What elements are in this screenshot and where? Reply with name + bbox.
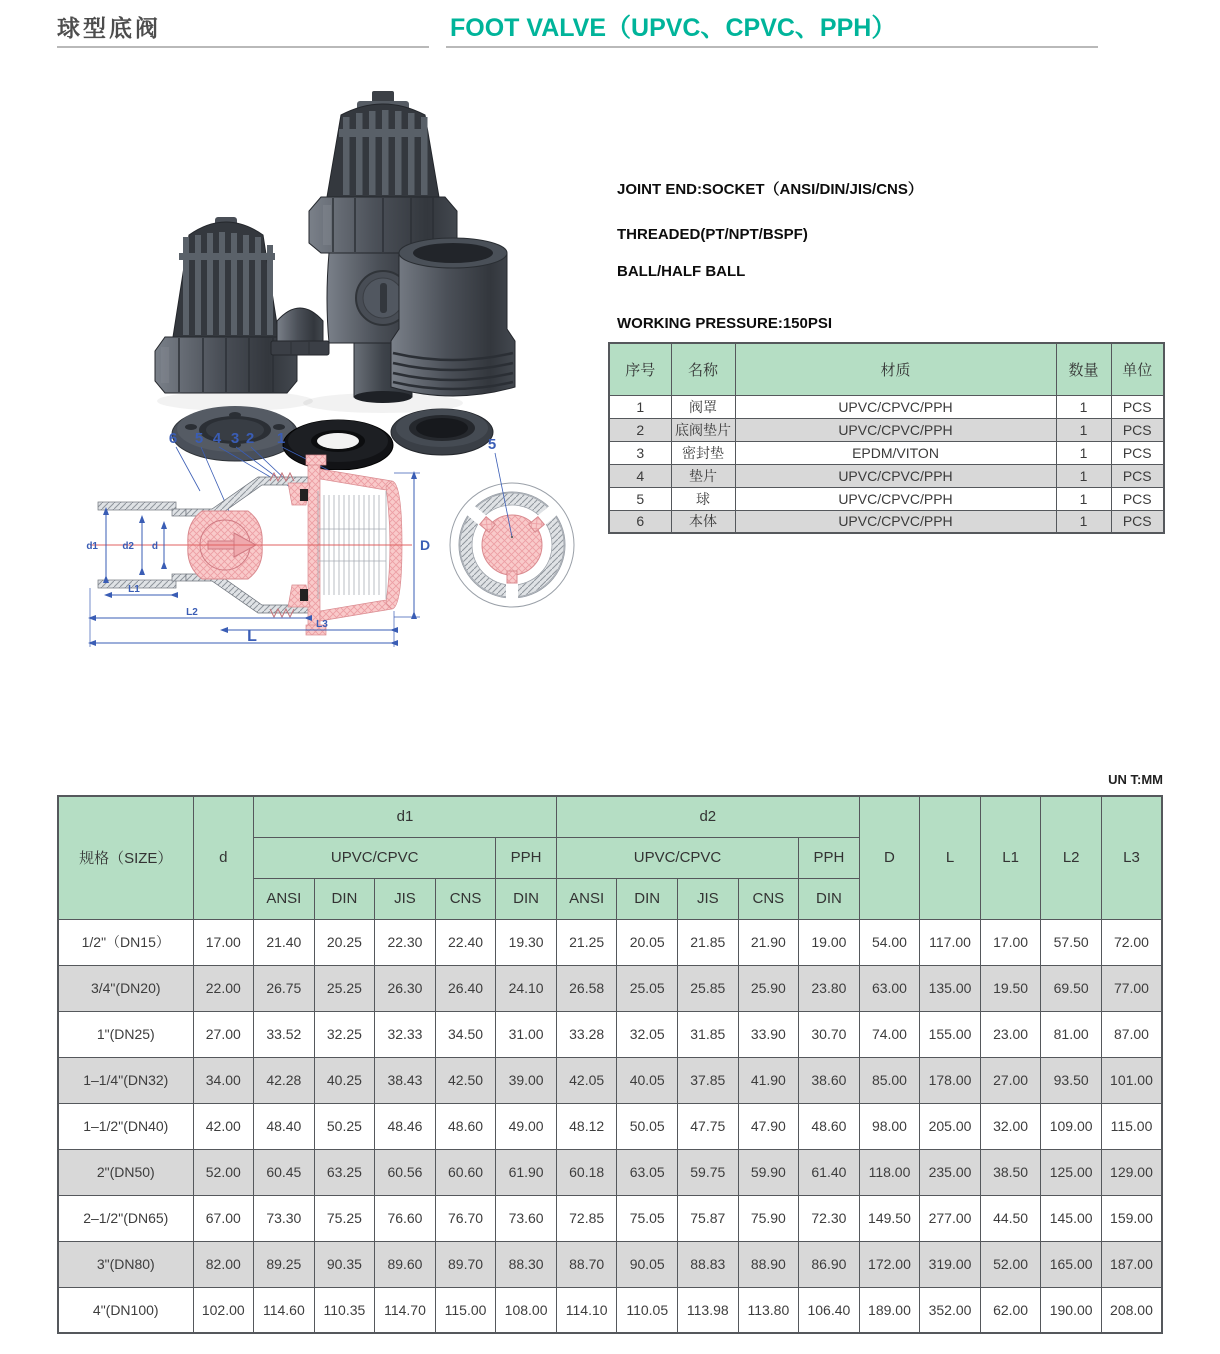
cell: 129.00: [1101, 1149, 1162, 1195]
cell: 60.45: [254, 1149, 315, 1195]
cell: 1: [609, 395, 671, 418]
cell: 117.00: [920, 919, 981, 965]
cell: 155.00: [920, 1011, 981, 1057]
cell: 4"(DN100): [58, 1287, 193, 1333]
end-view-label: 5: [487, 436, 497, 453]
product-photo-svg: [95, 85, 525, 470]
cell: 190.00: [1041, 1287, 1102, 1333]
cell: 189.00: [859, 1287, 920, 1333]
cell: 22.00: [193, 965, 254, 1011]
cell: 118.00: [859, 1149, 920, 1195]
cell: 319.00: [920, 1241, 981, 1287]
cell: 26.75: [254, 965, 315, 1011]
spec-lines: [617, 178, 1177, 338]
cell: 21.90: [738, 919, 799, 965]
cell: 50.05: [617, 1103, 678, 1149]
table-row: [609, 441, 1164, 464]
dim-table-body: [58, 919, 1162, 1333]
col-std: CNS: [738, 878, 799, 919]
cell: UPVC/CPVC/PPH: [735, 487, 1056, 510]
svg-text:d1: d1: [86, 541, 98, 552]
cell: 19.30: [496, 919, 557, 965]
cell: 30.70: [799, 1011, 860, 1057]
dimensions-table: [57, 795, 1163, 1334]
cell: EPDM/VITON: [735, 441, 1056, 464]
cell: 75.90: [738, 1195, 799, 1241]
cell: 48.40: [254, 1103, 315, 1149]
cell: 33.52: [254, 1011, 315, 1057]
cell: 90.35: [314, 1241, 375, 1287]
cell: 89.25: [254, 1241, 315, 1287]
cell: 115.00: [435, 1287, 496, 1333]
cell: 60.56: [375, 1149, 436, 1195]
cell: 1"(DN25): [58, 1011, 193, 1057]
cell: 34.00: [193, 1057, 254, 1103]
cell: 145.00: [1041, 1195, 1102, 1241]
cell: 42.05: [556, 1057, 617, 1103]
cell: 20.25: [314, 919, 375, 965]
col-std: DIN: [314, 878, 375, 919]
cell: 3: [609, 441, 671, 464]
header-divider-right: [446, 46, 1098, 48]
cell: 42.00: [193, 1103, 254, 1149]
cell: 88.70: [556, 1241, 617, 1287]
cell: 114.60: [254, 1287, 315, 1333]
cell: 34.50: [435, 1011, 496, 1057]
cell: 31.85: [678, 1011, 739, 1057]
cell: 67.00: [193, 1195, 254, 1241]
cell: 17.00: [980, 919, 1041, 965]
cell: 60.60: [435, 1149, 496, 1195]
page-title-english: FOOT VALVE（UPVC、CPVC、PPH）: [450, 14, 897, 42]
cell: 3/4"(DN20): [58, 965, 193, 1011]
cell: 114.10: [556, 1287, 617, 1333]
parts-table-header-row: [609, 343, 1164, 395]
svg-text:L3: L3: [316, 619, 328, 630]
cell: 63.05: [617, 1149, 678, 1195]
cell: 1/2"（DN15）: [58, 919, 193, 965]
cell: 48.46: [375, 1103, 436, 1149]
cell: 54.00: [859, 919, 920, 965]
valve-cap-photo: [271, 308, 329, 355]
cell: 22.30: [375, 919, 436, 965]
part-number-labels: [169, 430, 285, 447]
cell: 61.40: [799, 1149, 860, 1195]
cell: 63.00: [859, 965, 920, 1011]
part-number-label: 2: [245, 430, 255, 447]
cell: 20.05: [617, 919, 678, 965]
cell: 25.05: [617, 965, 678, 1011]
col-L1: L1: [980, 796, 1041, 919]
cell: PCS: [1111, 487, 1164, 510]
col-L3: L3: [1101, 796, 1162, 919]
cell: 52.00: [193, 1149, 254, 1195]
cell: 75.25: [314, 1195, 375, 1241]
cell: UPVC/CPVC/PPH: [735, 510, 1056, 533]
cell: PCS: [1111, 418, 1164, 441]
col-std: JIS: [375, 878, 436, 919]
cell: 165.00: [1041, 1241, 1102, 1287]
cell: 77.00: [1101, 965, 1162, 1011]
cell: 93.50: [1041, 1057, 1102, 1103]
cell: 74.00: [859, 1011, 920, 1057]
col-d: d: [193, 796, 254, 919]
cell: 88.83: [678, 1241, 739, 1287]
cell: 47.90: [738, 1103, 799, 1149]
col-d2-group: d2: [556, 796, 859, 837]
cell: 73.30: [254, 1195, 315, 1241]
table-row: [58, 1057, 1162, 1103]
cell: 44.50: [980, 1195, 1041, 1241]
cell: 33.28: [556, 1011, 617, 1057]
svg-text:D: D: [420, 537, 431, 553]
cell: 208.00: [1101, 1287, 1162, 1333]
table-row: [58, 1011, 1162, 1057]
header-divider-left: [57, 46, 429, 48]
cell: 26.58: [556, 965, 617, 1011]
cell: 42.50: [435, 1057, 496, 1103]
cell: 115.00: [1101, 1103, 1162, 1149]
part-number-label: 5: [194, 430, 204, 447]
cell: 76.60: [375, 1195, 436, 1241]
spec-threaded: THREADED(PT/NPT/BSPF): [617, 226, 808, 243]
col-std: CNS: [435, 878, 496, 919]
cell: 114.70: [375, 1287, 436, 1333]
col-std: DIN: [799, 878, 860, 919]
col-std: DIN: [617, 878, 678, 919]
cell: 38.43: [375, 1057, 436, 1103]
cell: 1: [1056, 510, 1111, 533]
dimension-diagram-svg: [60, 425, 600, 665]
cell: 本体: [671, 510, 735, 533]
cell: 球: [671, 487, 735, 510]
cell: 59.90: [738, 1149, 799, 1195]
cell: PCS: [1111, 510, 1164, 533]
cell: 85.00: [859, 1057, 920, 1103]
cell: 235.00: [920, 1149, 981, 1195]
page-title-chinese: 球型底阀: [57, 15, 161, 41]
spec-joint-end: JOINT END:SOCKET（ANSI/DIN/JIS/CNS）: [617, 181, 923, 198]
col-no: 序号: [609, 343, 671, 395]
cell: 38.60: [799, 1057, 860, 1103]
cell: 277.00: [920, 1195, 981, 1241]
cell: 73.60: [496, 1195, 557, 1241]
cell: 102.00: [193, 1287, 254, 1333]
cell: 69.50: [1041, 965, 1102, 1011]
dim-header-row-1: [58, 796, 1162, 837]
cell: 88.30: [496, 1241, 557, 1287]
col-d1-group: d1: [254, 796, 557, 837]
svg-text:L: L: [247, 628, 257, 645]
cell: 72.85: [556, 1195, 617, 1241]
cell: 27.00: [193, 1011, 254, 1057]
spec-ball: BALL/HALF BALL: [617, 263, 746, 280]
part-number-label: 4: [212, 430, 222, 447]
dimension-diagram: [60, 425, 600, 665]
svg-text:L1: L1: [128, 584, 140, 595]
cell: PCS: [1111, 395, 1164, 418]
col-name: 名称: [671, 343, 735, 395]
col-qty: 数量: [1056, 343, 1111, 395]
table-row: [58, 1195, 1162, 1241]
cell: 23.00: [980, 1011, 1041, 1057]
cell: 22.40: [435, 919, 496, 965]
strainer-cage-photo: [155, 217, 297, 393]
col-size: 规格（SIZE）: [58, 796, 193, 919]
cell: 6: [609, 510, 671, 533]
table-row: [58, 1241, 1162, 1287]
cell: 33.90: [738, 1011, 799, 1057]
product-photo: [95, 85, 525, 470]
cell: 108.00: [496, 1287, 557, 1333]
col-std: ANSI: [254, 878, 315, 919]
table-row: [609, 487, 1164, 510]
table-row: [58, 919, 1162, 965]
cell: UPVC/CPVC/PPH: [735, 418, 1056, 441]
cell: 205.00: [920, 1103, 981, 1149]
col-std: ANSI: [556, 878, 617, 919]
table-row: [58, 1149, 1162, 1195]
cell: 82.00: [193, 1241, 254, 1287]
cell: 21.25: [556, 919, 617, 965]
table-row: [609, 395, 1164, 418]
col-D: D: [859, 796, 920, 919]
seal-section: [300, 589, 308, 601]
end-view: [450, 436, 574, 607]
cell: 98.00: [859, 1103, 920, 1149]
cell: 37.85: [678, 1057, 739, 1103]
cell: 113.98: [678, 1287, 739, 1333]
cell: 187.00: [1101, 1241, 1162, 1287]
cell: 75.05: [617, 1195, 678, 1241]
cell: 63.25: [314, 1149, 375, 1195]
cell: 32.00: [980, 1103, 1041, 1149]
cell: 47.75: [678, 1103, 739, 1149]
col-L: L: [920, 796, 981, 919]
parts-table: [608, 342, 1165, 534]
cell: 125.00: [1041, 1149, 1102, 1195]
cell: 50.25: [314, 1103, 375, 1149]
col-d2-upvc: UPVC/CPVC: [556, 837, 798, 878]
part-number-label: 3: [230, 430, 240, 447]
cell: 25.25: [314, 965, 375, 1011]
cell: 27.00: [980, 1057, 1041, 1103]
part-number-label: 1: [276, 430, 286, 447]
cell: 40.05: [617, 1057, 678, 1103]
cell: PCS: [1111, 441, 1164, 464]
part-number-label: 6: [168, 430, 178, 447]
cell: 81.00: [1041, 1011, 1102, 1057]
cell: 24.10: [496, 965, 557, 1011]
seal-section: [300, 489, 308, 501]
cell: 110.05: [617, 1287, 678, 1333]
table-row: [609, 418, 1164, 441]
cell: 21.40: [254, 919, 315, 965]
table-row: [609, 464, 1164, 487]
cell: 1: [1056, 418, 1111, 441]
col-d1-pph: PPH: [496, 837, 557, 878]
cell: 2"(DN50): [58, 1149, 193, 1195]
cell: 106.40: [799, 1287, 860, 1333]
cell: 89.70: [435, 1241, 496, 1287]
spec-pressure: WORKING PRESSURE:150PSI: [617, 315, 833, 332]
svg-text:L2: L2: [186, 607, 198, 618]
cell: 41.90: [738, 1057, 799, 1103]
cell: 48.12: [556, 1103, 617, 1149]
cell: 61.90: [496, 1149, 557, 1195]
parts-table-body: [609, 395, 1164, 533]
cell: 38.50: [980, 1149, 1041, 1195]
cell: PCS: [1111, 464, 1164, 487]
col-d1-upvc: UPVC/CPVC: [254, 837, 496, 878]
cell: 90.05: [617, 1241, 678, 1287]
cell: 76.70: [435, 1195, 496, 1241]
cell: 阀罩: [671, 395, 735, 418]
cell: 1: [1056, 441, 1111, 464]
cell: 1–1/4"(DN32): [58, 1057, 193, 1103]
cell: 42.28: [254, 1057, 315, 1103]
cell: 1–1/2"(DN40): [58, 1103, 193, 1149]
cell: 19.50: [980, 965, 1041, 1011]
cell: 59.75: [678, 1149, 739, 1195]
col-std: JIS: [678, 878, 739, 919]
cell: 109.00: [1041, 1103, 1102, 1149]
table-row: [58, 1103, 1162, 1149]
cell: 352.00: [920, 1287, 981, 1333]
col-unit: 单位: [1111, 343, 1164, 395]
cell: 86.90: [799, 1241, 860, 1287]
cell: 72.30: [799, 1195, 860, 1241]
cell: 57.50: [1041, 919, 1102, 965]
cell: 32.25: [314, 1011, 375, 1057]
cell: 25.85: [678, 965, 739, 1011]
cell: 62.00: [980, 1287, 1041, 1333]
cell: 31.00: [496, 1011, 557, 1057]
cell: 25.90: [738, 965, 799, 1011]
col-L2: L2: [1041, 796, 1102, 919]
cell: 49.00: [496, 1103, 557, 1149]
cell: 19.00: [799, 919, 860, 965]
cell: UPVC/CPVC/PPH: [735, 464, 1056, 487]
cell: 26.40: [435, 965, 496, 1011]
col-std: DIN: [496, 878, 557, 919]
cell: 101.00: [1101, 1057, 1162, 1103]
cell: 垫片: [671, 464, 735, 487]
cell: 172.00: [859, 1241, 920, 1287]
cell: 4: [609, 464, 671, 487]
cell: 89.60: [375, 1241, 436, 1287]
cell: 75.87: [678, 1195, 739, 1241]
cell: 1: [1056, 464, 1111, 487]
cell: 2: [609, 418, 671, 441]
table-row: [609, 510, 1164, 533]
cell: 26.30: [375, 965, 436, 1011]
cell: 48.60: [799, 1103, 860, 1149]
cell: 2–1/2"(DN65): [58, 1195, 193, 1241]
cell: 48.60: [435, 1103, 496, 1149]
cell: 5: [609, 487, 671, 510]
table-row: [58, 1287, 1162, 1333]
cell: 17.00: [193, 919, 254, 965]
cell: 32.33: [375, 1011, 436, 1057]
cell: 1: [1056, 395, 1111, 418]
svg-text:d2: d2: [122, 541, 134, 552]
cell: 88.90: [738, 1241, 799, 1287]
cell: 39.00: [496, 1057, 557, 1103]
cell: 1: [1056, 487, 1111, 510]
cell: 113.80: [738, 1287, 799, 1333]
cell: 178.00: [920, 1057, 981, 1103]
cell: 135.00: [920, 965, 981, 1011]
cell: 60.18: [556, 1149, 617, 1195]
col-material: 材质: [735, 343, 1056, 395]
cell: 32.05: [617, 1011, 678, 1057]
socket-adapter-photo: [391, 238, 515, 396]
cell: 52.00: [980, 1241, 1041, 1287]
cell: 底阀垫片: [671, 418, 735, 441]
cell: 21.85: [678, 919, 739, 965]
cell: 159.00: [1101, 1195, 1162, 1241]
cell: 110.35: [314, 1287, 375, 1333]
col-d2-pph: PPH: [799, 837, 860, 878]
cell: 23.80: [799, 965, 860, 1011]
svg-text:d: d: [151, 541, 158, 552]
cell: UPVC/CPVC/PPH: [735, 395, 1056, 418]
cell: 3"(DN80): [58, 1241, 193, 1287]
cell: 149.50: [859, 1195, 920, 1241]
cell: 密封垫: [671, 441, 735, 464]
cell: 72.00: [1101, 919, 1162, 965]
table-row: [58, 965, 1162, 1011]
unit-note: UN T:MM: [1108, 772, 1163, 787]
cell: 87.00: [1101, 1011, 1162, 1057]
cell: 40.25: [314, 1057, 375, 1103]
